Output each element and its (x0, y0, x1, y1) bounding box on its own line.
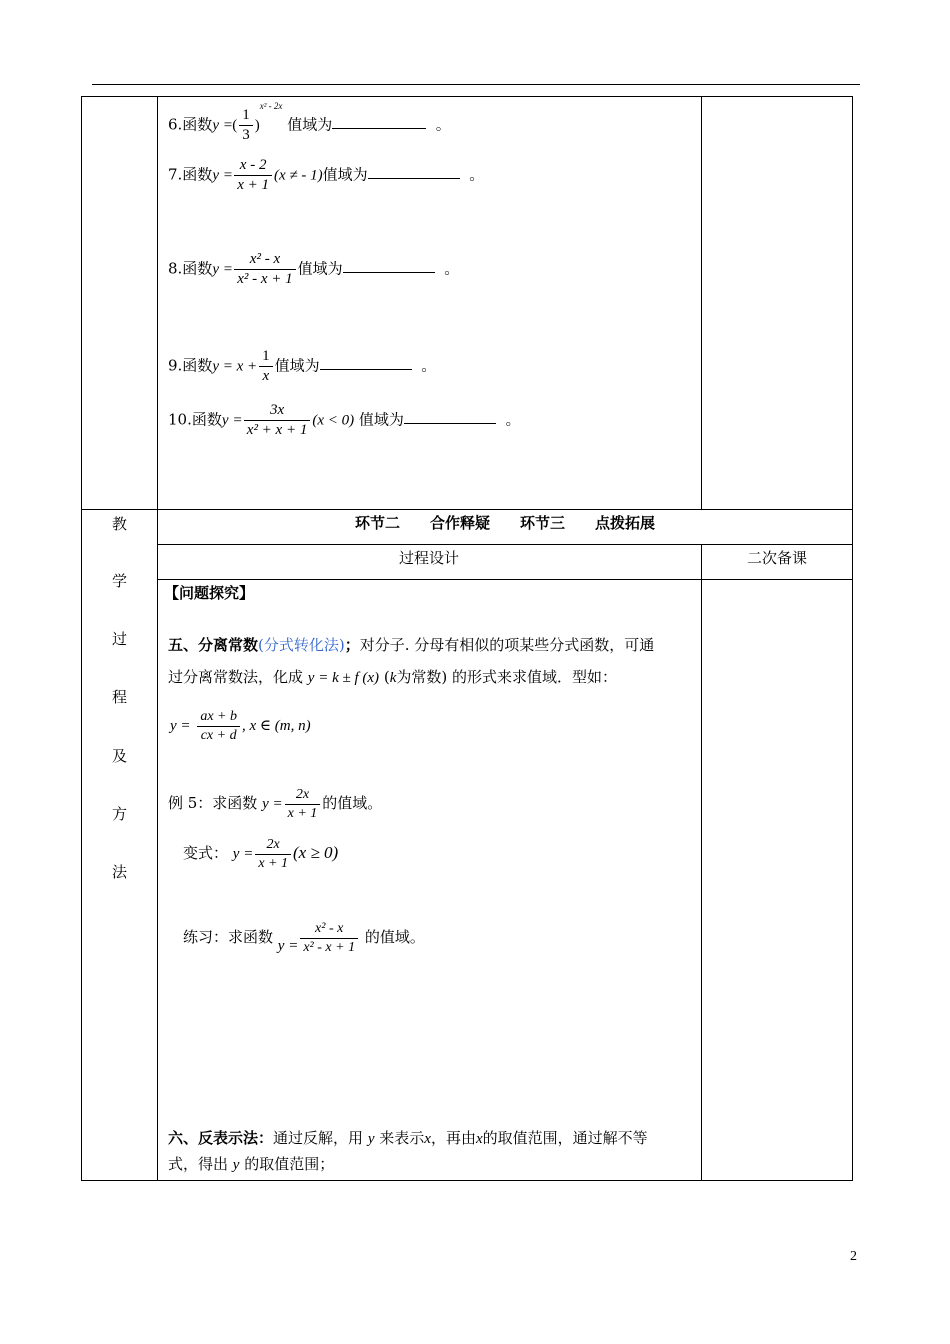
condition: (x < 0) (312, 412, 355, 429)
example-text: 的值域。 (322, 794, 383, 812)
denominator: x² - x + 1 (303, 939, 356, 955)
fraction (197, 708, 240, 744)
table-row-divider (157, 579, 853, 580)
math-var: y (367, 1131, 375, 1147)
math-expr: y = (277, 938, 299, 954)
exercise-7 (168, 156, 484, 195)
denominator: cx + d (200, 727, 237, 743)
exercise-label: 9.函数 (168, 356, 213, 375)
math-var: x (424, 1131, 431, 1147)
page-number: 2 (850, 1249, 857, 1264)
denominator: x + 1 (287, 805, 318, 821)
column-header-secondary: 二次备课 (746, 549, 807, 567)
method6-text: 来表示 (379, 1129, 425, 1147)
answer-blank (320, 367, 412, 370)
range-label: 值域为 (274, 356, 320, 375)
exponent: x² - 2x (259, 101, 283, 112)
answer-blank (332, 126, 426, 129)
fraction (234, 156, 272, 195)
exercise-10 (168, 401, 520, 440)
method5-alias: 分式转化法 (263, 636, 339, 654)
table-divider-right-top (701, 96, 702, 509)
table-divider-right-bottom (701, 544, 702, 1181)
punct: 。 (505, 410, 521, 429)
math-op: = (223, 167, 233, 184)
variant-label: 变式： (183, 844, 229, 862)
example-label: 例 5：求函数 (168, 794, 258, 812)
method5-line2 (168, 670, 617, 686)
header-rule (92, 84, 860, 85)
answer-blank (368, 176, 460, 179)
fraction (285, 786, 321, 822)
punct: 。 (421, 356, 437, 375)
fraction (234, 250, 295, 289)
math-expr: y = x + (212, 358, 258, 375)
math-var: y (212, 167, 219, 184)
answer-blank (404, 421, 496, 424)
inquiry-title: 【问题探究】 (164, 584, 255, 602)
method6-text: 式，得出 (168, 1155, 229, 1173)
range-label: 值域为 (358, 410, 404, 429)
method5-line1 (168, 638, 654, 653)
condition: (x ≥ 0) (293, 843, 339, 862)
side-label-char: 过 (112, 630, 128, 648)
math-var: k (389, 670, 397, 686)
column-header-process: 过程设计 (398, 549, 459, 567)
math-op: = (233, 412, 242, 429)
math-expr: y = (262, 796, 283, 812)
variant (183, 836, 338, 872)
denominator: x + 1 (258, 855, 288, 871)
fraction (244, 401, 311, 440)
numerator: 1 (239, 106, 253, 126)
method6-line1 (168, 1131, 648, 1147)
method5-text: 为常数) 的形式来求值域．型如： (396, 668, 617, 686)
denominator: x + 1 (237, 176, 270, 193)
paren: ( (383, 668, 390, 686)
numerator: 3x (244, 401, 311, 421)
method6-text: ，再由 (430, 1129, 476, 1147)
practice (183, 920, 425, 956)
numerator: x² - x (300, 920, 358, 939)
side-label-char: 程 (112, 688, 128, 706)
punct: 。 (444, 259, 460, 278)
range-label: 值域为 (297, 259, 343, 278)
practice-label: 练习：求函数 (183, 928, 274, 946)
method5-text: 对分子. 分母有相似的项某些分式函数，可通 (359, 636, 655, 654)
numerator: x - 2 (234, 156, 272, 176)
method5-formula: y = k ± f (x) (307, 670, 380, 686)
denominator: x (262, 367, 270, 384)
method5-title: 五、分离常数 (168, 636, 259, 654)
range-label: 值域为 (322, 165, 368, 184)
denominator: x² + x + 1 (246, 421, 308, 438)
practice-text: 的值域。 (364, 928, 425, 946)
fraction (259, 347, 273, 386)
paren: ) (338, 636, 345, 654)
denominator: x² - x + 1 (237, 270, 293, 287)
math-var: y (232, 1157, 240, 1173)
punct: 。 (469, 165, 485, 184)
numerator: 1 (259, 347, 273, 367)
section-header: 环节二 合作释疑 环节三 点拨拓展 (354, 514, 655, 532)
math-op: = (223, 261, 233, 278)
side-label-char: 方 (112, 805, 128, 823)
math-var: y (221, 412, 229, 429)
side-label-char: 法 (112, 863, 128, 881)
exercise-9 (168, 347, 436, 386)
answer-blank (343, 270, 435, 273)
math-var: x (475, 1131, 483, 1147)
range-label: 值域为 (287, 115, 333, 134)
exercise-label: 7.函数 (168, 165, 213, 184)
side-label-char: 教 (112, 515, 128, 533)
method6-text: 的取值范围； (244, 1155, 335, 1173)
math-var: y (212, 261, 219, 278)
numerator: 2x (285, 786, 321, 805)
numerator: ax + b (197, 708, 240, 727)
method5-text: 过分离常数法，化成 (168, 668, 304, 686)
math-var: y (212, 117, 219, 134)
table-row-divider (157, 544, 853, 545)
domain-expr: , x ∈ (m, n) (241, 718, 311, 734)
exercise-8 (168, 250, 459, 289)
exercise-label: 10.函数 (168, 410, 222, 429)
side-label-char: 学 (112, 572, 128, 590)
fraction (300, 920, 358, 956)
punct: ； (344, 636, 360, 654)
fraction (255, 836, 291, 872)
table-divider-left (157, 96, 158, 1181)
method6-text: 通过反解，用 (273, 1129, 364, 1147)
denominator: 3 (242, 126, 250, 143)
example5 (168, 786, 382, 822)
fraction (239, 106, 253, 145)
condition: (x ≠ - 1) (274, 167, 323, 184)
method6-text: 的取值范围，通过解不等 (482, 1129, 648, 1147)
numerator: 2x (255, 836, 291, 855)
method6-line2 (168, 1157, 334, 1173)
math-expr: y = (170, 718, 191, 734)
punct: 。 (435, 115, 451, 134)
paren: ( (258, 636, 264, 654)
math-expr: y = (232, 846, 254, 862)
exercise-6: 6.函数y =( $\frac{1}{3}$ )$^{x^2 - 2x}$ 值域为 。 (168, 101, 451, 143)
numerator: x² - x (234, 250, 295, 270)
table-row-divider (81, 509, 853, 510)
exercise-label: 6.函数 (168, 115, 213, 134)
side-label-char: 及 (112, 747, 128, 765)
math-op: = (223, 117, 233, 134)
exercise-label: 8.函数 (168, 259, 213, 278)
method5-general-form (170, 708, 311, 744)
method6-title: 六、反表示法： (168, 1129, 274, 1147)
